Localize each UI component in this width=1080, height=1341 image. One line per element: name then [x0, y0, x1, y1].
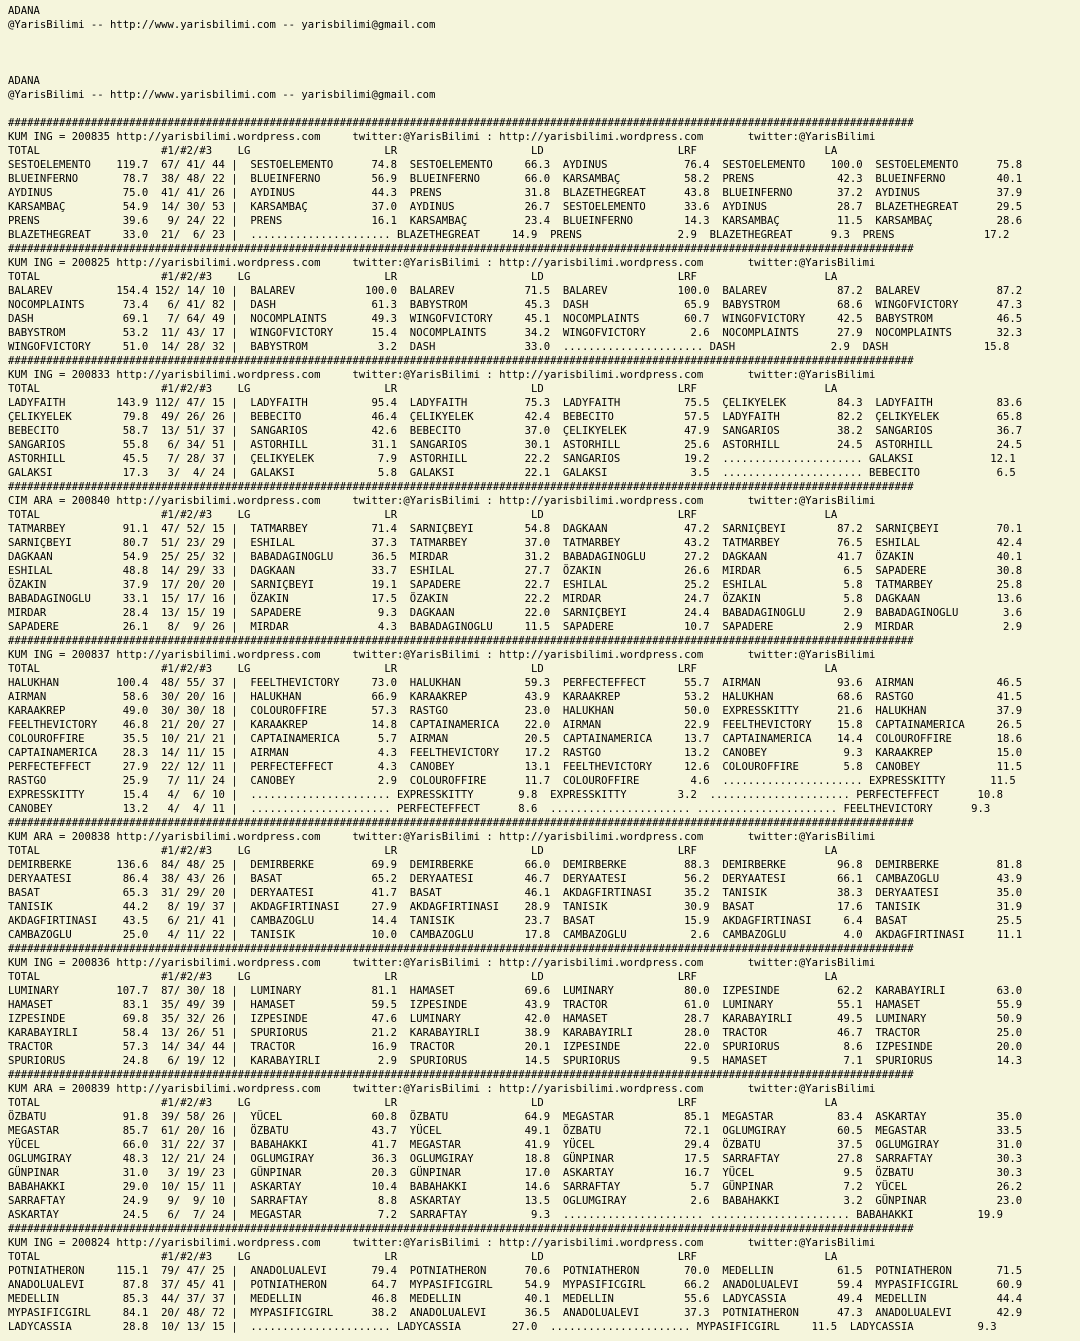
race-section — [8, 354, 1076, 480]
column-header-row — [8, 1250, 1076, 1264]
table-row: GALAKSI 17.3 3/ 4/ 24 | GALAKSI 5.8 GALAKSI 22.1 GALAKSI 3.5 ...................... BEBECITO 6.5 — [8, 467, 1016, 479]
column-header-ld: LD — [531, 663, 678, 675]
section-separator: ############################################################################################################################################## — [8, 481, 914, 493]
table-row: SPURIORUS 24.8 6/ 19/ 12 | KARABAYIRLI 2.9 SPURIORUS 14.5 SPURIORUS 9.5 HAMASET 7.1 SPURIORUS 14.3 — [8, 1055, 1023, 1067]
column-header-total: TOTAL — [8, 971, 162, 983]
section-separator: ############################################################################################################################################## — [8, 1223, 914, 1235]
column-header-lg: LG — [237, 663, 385, 675]
column-header-la: LA — [824, 271, 850, 283]
table-row: MYPASIFICGIRL 84.1 20/ 48/ 72 | MYPASIFICGIRL 38.2 ANADOLUALEVI 36.5 ANADOLUALEVI 37.3 POTNIATHERON 47.3 ANADOLUALEVI 42.9 — [8, 1307, 1023, 1319]
blank-line — [8, 102, 1076, 116]
table-row: BABYSTROM 53.2 11/ 43/ 17 | WINGOFVICTORY 15.4 NOCOMPLAINTS 34.2 WINGOFVICTORY 2.6 NOCOMPLAINTS 27.9 NOCOMPLAINTS 32.3 — [8, 327, 1023, 339]
table-row: HALUKHAN 100.4 48/ 55/ 37 | FEELTHEVICTORY 73.0 HALUKHAN 59.3 PERFECTEFFECT 55.7 AIRMAN 93.6 AIRMAN 46.5 — [8, 677, 1023, 689]
column-header-ld: LD — [531, 1097, 678, 1109]
section-title: KUM ING = 200824 http://yarisbilimi.wordpress.com twitter:@YarisBilimi : http://yarisbilimi.wordpress.com twitter:@YarisBilimi — [8, 1237, 876, 1249]
table-row: BALAREV 154.4 152/ 14/ 10 | BALAREV 100.0 BALAREV 71.5 BALAREV 100.0 BALAREV 87.2 BALAREV 87.2 — [8, 285, 1023, 297]
section-separator: ############################################################################################################################################## — [8, 817, 914, 829]
column-header-lr: LR — [384, 1251, 532, 1263]
section-separator: ############################################################################################################################################## — [8, 243, 914, 255]
column-header-lrf: LRF — [677, 145, 825, 157]
table-row: ÖZBATU 91.8 39/ 58/ 26 | YÜCEL 60.8 ÖZBATU 64.9 MEGASTAR 85.1 MEGASTAR 83.4 ASKARTAY 35.0 — [8, 1111, 1023, 1123]
column-header-lg: LG — [237, 1251, 385, 1263]
section-title: KUM ARA = 200839 http://yarisbilimi.wordpress.com twitter:@YarisBilimi : http://yarisbilimi.wordpress.com twitter:@YarisBilimi — [8, 1083, 876, 1095]
column-header-total: TOTAL — [8, 145, 162, 157]
race-section — [8, 242, 1076, 354]
section-title: KUM ING = 200833 http://yarisbilimi.wordpress.com twitter:@YarisBilimi : http://yarisbilimi.wordpress.com twitter:@YarisBilimi — [8, 369, 876, 381]
table-row: CAMBAZOGLU 25.0 4/ 11/ 22 | TANISIK 10.0 CAMBAZOGLU 17.8 CAMBAZOGLU 2.6 CAMBAZOGLU 4.0 AKDAGFIRTINASI 11.1 — [8, 929, 1023, 941]
column-header-lrf: LRF — [677, 509, 825, 521]
column-header-lrf: LRF — [677, 1251, 825, 1263]
column-header-lrf: LRF — [677, 845, 825, 857]
table-row: BASAT 65.3 31/ 29/ 20 | DERYAATESI 41.7 BASAT 46.1 AKDAGFIRTINASI 35.2 TANISIK 38.3 DERYAATESI 35.0 — [8, 887, 1023, 899]
race-section — [8, 1068, 1076, 1222]
column-header-la: LA — [824, 509, 850, 521]
table-row: SANGARIOS 55.8 6/ 34/ 51 | ASTORHILL 31.1 SANGARIOS 30.1 ASTORHILL 25.6 ASTORHILL 24.5 ASTORHILL 24.5 — [8, 439, 1023, 451]
column-header-total: TOTAL — [8, 271, 162, 283]
table-row: POTNIATHERON 115.1 79/ 47/ 25 | ANADOLUALEVI 79.4 POTNIATHERON 70.6 POTNIATHERON 70.0 MEDELLIN 61.5 POTNIATHERON 71.5 — [8, 1265, 1023, 1277]
column-header-lr: LR — [384, 971, 532, 983]
table-row: SARNIÇBEYI 80.7 51/ 23/ 29 | ESHILAL 37.3 TATMARBEY 37.0 TATMARBEY 43.2 TATMARBEY 76.5 ESHILAL 42.4 — [8, 537, 1023, 549]
column-header-la: LA — [824, 1251, 850, 1263]
table-row: WINGOFVICTORY 51.0 14/ 28/ 32 | BABYSTROM 3.2 DASH 33.0 ...................... DASH 2.9 DASH 15.8 — [8, 341, 1010, 353]
contact-line: @YarisBilimi -- http://www.yarisbilimi.com -- yarisbilimi@gmail.com — [8, 19, 436, 31]
table-row: YÜCEL 66.0 31/ 22/ 37 | BABAHAKKI 41.7 MEGASTAR 41.9 YÜCEL 29.4 ÖZBATU 37.5 OGLUMGIRAY 31.0 — [8, 1139, 1023, 1151]
table-row: OGLUMGIRAY 48.3 12/ 21/ 24 | OGLUMGIRAY 36.3 OGLUMGIRAY 18.8 GÜNPINAR 17.5 SARRAFTAY 27.8 SARRAFTAY 30.3 — [8, 1153, 1023, 1165]
table-row: MEDELLIN 85.3 44/ 37/ 37 | MEDELLIN 46.8 MEDELLIN 40.1 MEDELLIN 55.6 LADYCASSIA 49.4 MEDELLIN 44.4 — [8, 1293, 1023, 1305]
table-row: LADYFAITH 143.9 112/ 47/ 15 | LADYFAITH 95.4 LADYFAITH 75.3 LADYFAITH 75.5 ÇELIKYELEK 84.3 LADYFAITH 83.6 — [8, 397, 1023, 409]
column-header-places: #1/#2/#3 — [161, 845, 238, 857]
table-row: ASKARTAY 24.5 6/ 7/ 24 | MEGASTAR 7.2 SARRAFTAY 9.3 ...................... ...................... BABAHAKKI 19.9 — [8, 1209, 1003, 1221]
table-row: ANADOLUALEVI 87.8 37/ 45/ 41 | POTNIATHERON 64.7 MYPASIFICGIRL 54.9 MYPASIFICGIRL 66.2 ANADOLUALEVI 59.4 MYPASIFICGIRL 60.9 — [8, 1279, 1023, 1291]
column-header-lg: LG — [237, 1097, 385, 1109]
table-row: DERYAATESI 86.4 38/ 43/ 26 | BASAT 65.2 DERYAATESI 46.7 DERYAATESI 56.2 DERYAATESI 66.1 CAMBAZOGLU 43.9 — [8, 873, 1023, 885]
column-header-total: TOTAL — [8, 845, 162, 857]
section-title: KUM ING = 200837 http://yarisbilimi.wordpress.com twitter:@YarisBilimi : http://yarisbilimi.wordpress.com twitter:@YarisBilimi — [8, 649, 876, 661]
column-header-row — [8, 1096, 1076, 1110]
report-title: ADANA — [8, 5, 40, 17]
column-header-ld: LD — [531, 509, 678, 521]
table-row: ÇELIKYELEK 79.8 49/ 26/ 26 | BEBECITO 46.4 ÇELIKYELEK 42.4 BEBECITO 57.5 LADYFAITH 82.2 ÇELIKYELEK 65.8 — [8, 411, 1023, 423]
race-section — [8, 1222, 1076, 1334]
report-title-repeat: ADANA — [8, 75, 40, 87]
section-title: KUM ARA = 200838 http://yarisbilimi.wordpress.com twitter:@YarisBilimi : http://yarisbilimi.wordpress.com twitter:@YarisBilimi — [8, 831, 876, 843]
column-header-lr: LR — [384, 1097, 532, 1109]
table-row: SESTOELEMENTO 119.7 67/ 41/ 44 | SESTOELEMENTO 74.8 SESTOELEMENTO 66.3 AYDINUS 76.4 SESTOELEMENTO 100.0 SESTOELEMENTO 75.8 — [8, 159, 1023, 171]
table-row: PERFECTEFFECT 27.9 22/ 12/ 11 | PERFECTEFFECT 4.3 CANOBEY 13.1 FEELTHEVICTORY 12.6 COLOUROFFIRE 5.8 CANOBEY 11.5 — [8, 761, 1023, 773]
table-row: KARSAMBAÇ 54.9 14/ 30/ 53 | KARSAMBAÇ 37.0 AYDINUS 26.7 SESTOELEMENTO 33.6 AYDINUS 28.7 BLAZETHEGREAT 29.5 — [8, 201, 1023, 213]
column-header-lrf: LRF — [677, 271, 825, 283]
table-row: AIRMAN 58.6 30/ 20/ 16 | HALUKHAN 66.9 KARAAKREP 43.9 KARAAKREP 53.2 HALUKHAN 68.6 RASTGO 41.5 — [8, 691, 1023, 703]
table-row: ÖZAKIN 37.9 17/ 20/ 20 | SARNIÇBEYI 19.1 SAPADERE 22.7 ESHILAL 25.2 ESHILAL 5.8 TATMARBEY 25.8 — [8, 579, 1023, 591]
table-row: KARABAYIRLI 58.4 13/ 26/ 51 | SPURIORUS 21.2 KARABAYIRLI 38.9 KARABAYIRLI 28.0 TRACTOR 46.7 TRACTOR 25.0 — [8, 1027, 1023, 1039]
table-row: RASTGO 25.9 7/ 11/ 24 | CANOBEY 2.9 COLOUROFFIRE 11.7 COLOUROFFIRE 4.6 ...................... EXPRESSKITTY 11.5 — [8, 775, 1016, 787]
table-row: DASH 69.1 7/ 64/ 49 | NOCOMPLAINTS 49.3 WINGOFVICTORY 45.1 NOCOMPLAINTS 60.7 WINGOFVICTORY 42.5 BABYSTROM 46.5 — [8, 313, 1023, 325]
table-row: IZPESINDE 69.8 35/ 32/ 26 | IZPESINDE 47.6 LUMINARY 42.0 HAMASET 28.7 KARABAYIRLI 49.5 LUMINARY 50.9 — [8, 1013, 1023, 1025]
table-row: FEELTHEVICTORY 46.8 21/ 20/ 27 | KARAAKREP 14.8 CAPTAINAMERICA 22.0 AIRMAN 22.9 FEELTHEVICTORY 15.8 CAPTAINAMERICA 26.5 — [8, 719, 1023, 731]
table-row: KARAAKREP 49.0 30/ 30/ 18 | COLOUROFFIRE 57.3 RASTGO 23.0 HALUKHAN 50.0 EXPRESSKITTY 21.6 HALUKHAN 37.9 — [8, 705, 1023, 717]
column-header-row — [8, 844, 1076, 858]
section-title: KUM ING = 200825 http://yarisbilimi.wordpress.com twitter:@YarisBilimi : http://yarisbilimi.wordpress.com twitter:@YarisBilimi — [8, 257, 876, 269]
column-header-la: LA — [824, 383, 850, 395]
column-header-total: TOTAL — [8, 663, 162, 675]
column-header-row — [8, 508, 1076, 522]
column-header-lg: LG — [237, 971, 385, 983]
column-header-lg: LG — [237, 383, 385, 395]
column-header-lr: LR — [384, 145, 532, 157]
column-header-ld: LD — [531, 845, 678, 857]
section-title: CIM ARA = 200840 http://yarisbilimi.wordpress.com twitter:@YarisBilimi : http://yarisbilimi.wordpress.com twitter:@YarisBilimi — [8, 495, 876, 507]
section-separator: ############################################################################################################################################## — [8, 1069, 914, 1081]
report-document — [8, 4, 1076, 1334]
column-header-la: LA — [824, 971, 850, 983]
column-header-places: #1/#2/#3 — [161, 971, 238, 983]
table-row: CANOBEY 13.2 4/ 4/ 11 | ...................... PERFECTEFFECT 8.6 ...................... ...................... FEELTHEVICTORY 9.3 — [8, 803, 991, 815]
column-header-ld: LD — [531, 271, 678, 283]
column-header-la: LA — [824, 663, 850, 675]
table-row: DAGKAAN 54.9 25/ 25/ 32 | BABADAGINOGLU 36.5 MIRDAR 31.2 BABADAGINOGLU 27.2 DAGKAAN 41.7 ÖZAKIN 40.1 — [8, 551, 1023, 563]
column-header-ld: LD — [531, 971, 678, 983]
column-header-la: LA — [824, 845, 850, 857]
table-row: TRACTOR 57.3 14/ 34/ 44 | TRACTOR 16.9 TRACTOR 20.1 IZPESINDE 22.0 SPURIORUS 8.6 IZPESINDE 20.0 — [8, 1041, 1023, 1053]
column-header-lr: LR — [384, 845, 532, 857]
table-row: MEGASTAR 85.7 61/ 20/ 16 | ÖZBATU 43.7 YÜCEL 49.1 ÖZBATU 72.1 OGLUMGIRAY 60.5 MEGASTAR 33.5 — [8, 1125, 1023, 1137]
section-separator: ############################################################################################################################################## — [8, 943, 914, 955]
column-header-places: #1/#2/#3 — [161, 1097, 238, 1109]
column-header-ld: LD — [531, 145, 678, 157]
column-header-lrf: LRF — [677, 383, 825, 395]
table-row: SARRAFTAY 24.9 9/ 9/ 10 | SARRAFTAY 8.8 ASKARTAY 13.5 OGLUMGIRAY 2.6 BABAHAKKI 3.2 GÜNPINAR 23.0 — [8, 1195, 1023, 1207]
table-row: TATMARBEY 91.1 47/ 52/ 15 | TATMARBEY 71.4 SARNIÇBEYI 54.8 DAGKAAN 47.2 SARNIÇBEYI 87.2 SARNIÇBEYI 70.1 — [8, 523, 1023, 535]
section-separator: ############################################################################################################################################## — [8, 635, 914, 647]
column-header-lrf: LRF — [677, 971, 825, 983]
column-header-places: #1/#2/#3 — [161, 145, 238, 157]
section-title: KUM ING = 200835 http://yarisbilimi.wordpress.com twitter:@YarisBilimi : http://yarisbilimi.wordpress.com twitter:@YarisBilimi — [8, 131, 876, 143]
column-header-places: #1/#2/#3 — [161, 271, 238, 283]
section-separator: ############################################################################################################################################## — [8, 117, 914, 129]
column-header-lr: LR — [384, 509, 532, 521]
blank-line — [8, 60, 1076, 74]
column-header-lr: LR — [384, 271, 532, 283]
column-header-total: TOTAL — [8, 383, 162, 395]
race-section — [8, 942, 1076, 1068]
table-row: BLAZETHEGREAT 33.0 21/ 6/ 23 | ...................... BLAZETHEGREAT 14.9 PRENS 2.9 BLAZETHEGREAT 9.3 PRENS 17.2 — [8, 229, 1010, 241]
table-row: LADYCASSIA 28.8 10/ 13/ 15 | ...................... LADYCASSIA 27.0 ...................... MYPASIFICGIRL 11.5 LADYCASSIA 9.3 — [8, 1321, 997, 1333]
table-row: ASTORHILL 45.5 7/ 28/ 37 | ÇELIKYELEK 7.9 ASTORHILL 22.2 SANGARIOS 19.2 ...................... GALAKSI 12.1 — [8, 453, 1016, 465]
column-header-ld: LD — [531, 1251, 678, 1263]
column-header-places: #1/#2/#3 — [161, 663, 238, 675]
column-header-row — [8, 270, 1076, 284]
column-header-row — [8, 144, 1076, 158]
contact-line-repeat: @YarisBilimi -- http://www.yarisbilimi.com -- yarisbilimi@gmail.com — [8, 89, 436, 101]
column-header-row — [8, 970, 1076, 984]
table-row: AKDAGFIRTINASI 43.5 6/ 21/ 41 | CAMBAZOGLU 14.4 TANISIK 23.7 BASAT 15.9 AKDAGFIRTINASI 6.4 BASAT 25.5 — [8, 915, 1023, 927]
section-separator: ############################################################################################################################################## — [8, 355, 914, 367]
table-row: BABADAGINOGLU 33.1 15/ 17/ 16 | ÖZAKIN 17.5 ÖZAKIN 22.2 MIRDAR 24.7 ÖZAKIN 5.8 DAGKAAN 13.6 — [8, 593, 1023, 605]
table-row: BLUEINFERNO 78.7 38/ 48/ 22 | BLUEINFERNO 56.9 BLUEINFERNO 66.0 KARSAMBAÇ 58.2 PRENS 42.3 BLUEINFERNO 40.1 — [8, 173, 1023, 185]
column-header-lr: LR — [384, 383, 532, 395]
column-header-lg: LG — [237, 271, 385, 283]
column-header-lr: LR — [384, 663, 532, 675]
table-row: EXPRESSKITTY 15.4 4/ 6/ 10 | ...................... EXPRESSKITTY 9.8 EXPRESSKITTY 3.2 ...................... PERFECTEFFECT 10.8 — [8, 789, 1003, 801]
column-header-row — [8, 662, 1076, 676]
race-section — [8, 480, 1076, 634]
column-header-places: #1/#2/#3 — [161, 1251, 238, 1263]
column-header-total: TOTAL — [8, 1251, 162, 1263]
table-row: BABAHAKKI 29.0 10/ 15/ 11 | ASKARTAY 10.4 BABAHAKKI 14.6 SARRAFTAY 5.7 GÜNPINAR 7.2 YÜCEL 26.2 — [8, 1181, 1023, 1193]
table-row: CAPTAINAMERICA 28.3 14/ 11/ 15 | AIRMAN 4.3 FEELTHEVICTORY 17.2 RASTGO 13.2 CANOBEY 9.3 KARAAKREP 15.0 — [8, 747, 1023, 759]
column-header-places: #1/#2/#3 — [161, 383, 238, 395]
blank-line — [8, 32, 1076, 46]
race-section — [8, 816, 1076, 942]
race-section — [8, 116, 1076, 242]
column-header-lg: LG — [237, 509, 385, 521]
table-row: PRENS 39.6 9/ 24/ 22 | PRENS 16.1 KARSAMBAÇ 23.4 BLUEINFERNO 14.3 KARSAMBAÇ 11.5 KARSAMBAÇ 28.6 — [8, 215, 1023, 227]
table-row: LUMINARY 107.7 87/ 30/ 18 | LUMINARY 81.1 HAMASET 69.6 LUMINARY 80.0 IZPESINDE 62.2 KARABAYIRLI 63.0 — [8, 985, 1023, 997]
table-row: MIRDAR 28.4 13/ 15/ 19 | SAPADERE 9.3 DAGKAAN 22.0 SARNIÇBEYI 24.4 BABADAGINOGLU 2.9 BABADAGINOGLU 3.6 — [8, 607, 1023, 619]
column-header-total: TOTAL — [8, 1097, 162, 1109]
column-header-lrf: LRF — [677, 663, 825, 675]
column-header-lg: LG — [237, 845, 385, 857]
table-row: BEBECITO 58.7 13/ 51/ 37 | SANGARIOS 42.6 BEBECITO 37.0 ÇELIKYELEK 47.9 SANGARIOS 38.2 SANGARIOS 36.7 — [8, 425, 1023, 437]
table-row: COLOUROFFIRE 35.5 10/ 21/ 21 | CAPTAINAMERICA 5.7 AIRMAN 20.5 CAPTAINAMERICA 13.7 CAPTAINAMERICA 14.4 COLOUROFFIRE 18.6 — [8, 733, 1023, 745]
table-row: NOCOMPLAINTS 73.4 6/ 41/ 82 | DASH 61.3 BABYSTROM 45.3 DASH 65.9 BABYSTROM 68.6 WINGOFVICTORY 47.3 — [8, 299, 1023, 311]
column-header-places: #1/#2/#3 — [161, 509, 238, 521]
column-header-row — [8, 382, 1076, 396]
column-header-lrf: LRF — [677, 1097, 825, 1109]
table-row: DEMIRBERKE 136.6 84/ 48/ 25 | DEMIRBERKE 69.9 DEMIRBERKE 66.0 DEMIRBERKE 88.3 DEMIRBERKE 96.8 DEMIRBERKE 81.8 — [8, 859, 1023, 871]
column-header-total: TOTAL — [8, 509, 162, 521]
section-title: KUM ING = 200836 http://yarisbilimi.wordpress.com twitter:@YarisBilimi : http://yarisbilimi.wordpress.com twitter:@YarisBilimi — [8, 957, 876, 969]
table-row: AYDINUS 75.0 41/ 41/ 26 | AYDINUS 44.3 PRENS 31.8 BLAZETHEGREAT 43.8 BLUEINFERNO 37.2 AYDINUS 37.9 — [8, 187, 1023, 199]
race-section — [8, 634, 1076, 816]
table-row: SAPADERE 26.1 8/ 9/ 26 | MIRDAR 4.3 BABADAGINOGLU 11.5 SAPADERE 10.7 SAPADERE 2.9 MIRDAR 2.9 — [8, 621, 1023, 633]
column-header-la: LA — [824, 145, 850, 157]
column-header-la: LA — [824, 1097, 850, 1109]
blank-line — [8, 46, 1076, 60]
race-sections — [8, 116, 1076, 1334]
column-header-ld: LD — [531, 383, 678, 395]
column-header-lg: LG — [237, 145, 385, 157]
table-row: HAMASET 83.1 35/ 49/ 39 | HAMASET 59.5 IZPESINDE 43.9 TRACTOR 61.0 LUMINARY 55.1 HAMASET 55.9 — [8, 999, 1023, 1011]
table-row: ESHILAL 48.8 14/ 29/ 33 | DAGKAAN 33.7 ESHILAL 27.7 ÖZAKIN 26.6 MIRDAR 6.5 SAPADERE 30.8 — [8, 565, 1023, 577]
table-row: GÜNPINAR 31.0 3/ 19/ 23 | GÜNPINAR 20.3 GÜNPINAR 17.0 ASKARTAY 16.7 YÜCEL 9.5 ÖZBATU 30.3 — [8, 1167, 1023, 1179]
table-row: TANISIK 44.2 8/ 19/ 37 | AKDAGFIRTINASI 27.9 AKDAGFIRTINASI 28.9 TANISIK 30.9 BASAT 17.6 TANISIK 31.9 — [8, 901, 1023, 913]
